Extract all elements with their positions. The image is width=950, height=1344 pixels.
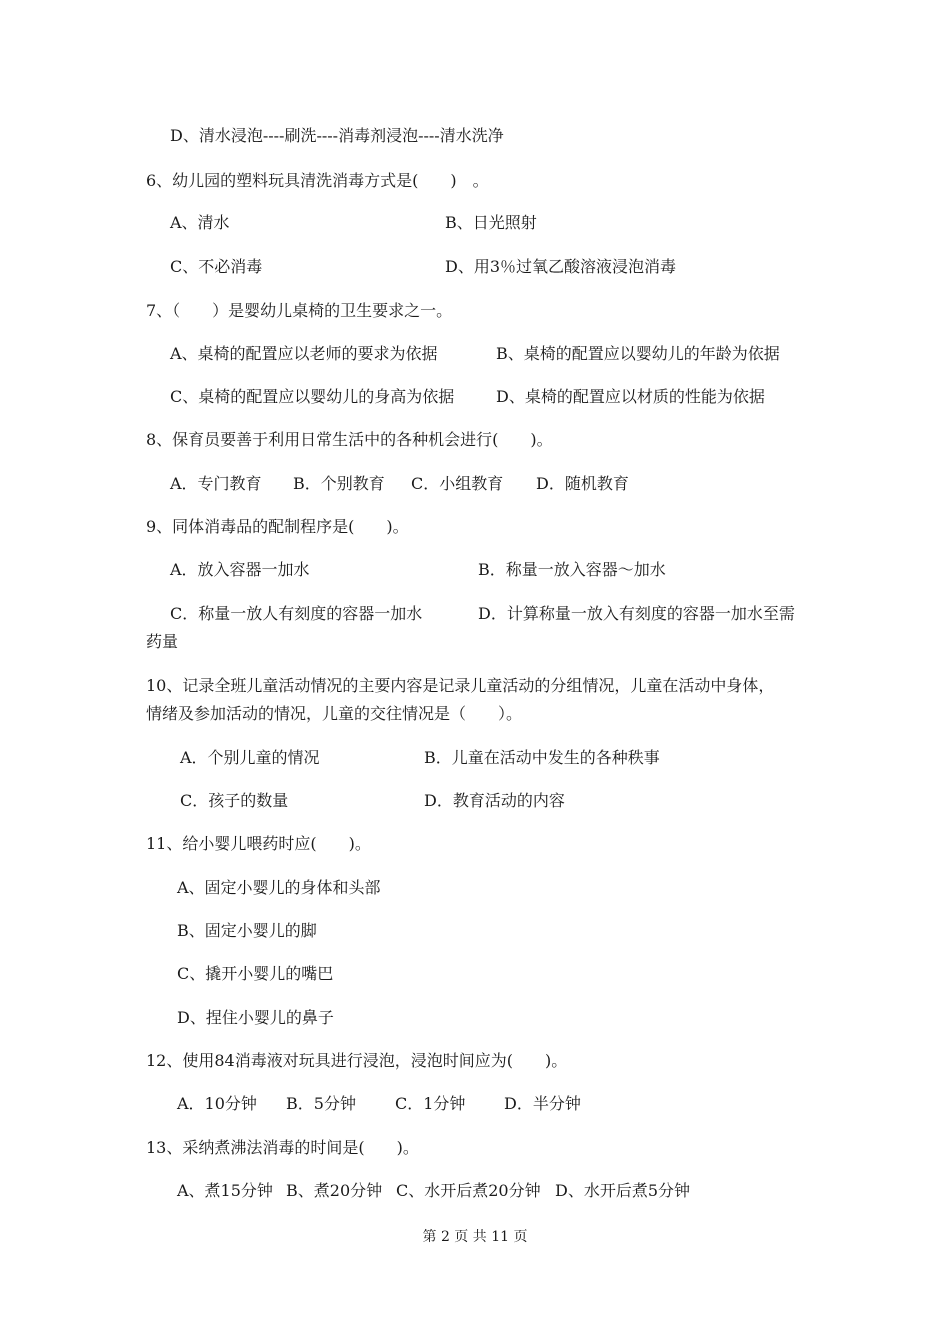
q8-stem: 8、保育员要善于利用日常生活中的各种机会进行( )。 bbox=[146, 430, 553, 449]
q9-stem: 9、同体消毒品的配制程序是( )。 bbox=[146, 517, 409, 536]
q6-stem: 6、幼儿园的塑料玩具清洗消毒方式是( ) 。 bbox=[146, 171, 489, 190]
q8-option-c: C．小组教育 bbox=[411, 474, 504, 493]
q12-option-c: C．1分钟 bbox=[395, 1094, 466, 1113]
q10-option-a: A．个别儿童的情况 bbox=[180, 748, 320, 767]
q10-stem-line1: 10、记录全班儿童活动情况的主要内容是记录儿童活动的分组情况，儿童在活动中身体， bbox=[146, 676, 775, 695]
q11-option-b: B、固定小婴儿的脚 bbox=[177, 921, 317, 940]
q10-option-d: D．教育活动的内容 bbox=[424, 791, 565, 810]
q7-stem: 7、（ ）是婴幼儿桌椅的卫生要求之一。 bbox=[146, 301, 453, 320]
q5-option-d: D、清水浸泡----刷洗----消毒剂浸泡----清水洗净 bbox=[170, 126, 504, 145]
q9-option-a: A．放入容器一加水 bbox=[170, 560, 310, 579]
q11-option-c: C、撬开小婴儿的嘴巴 bbox=[177, 964, 334, 983]
q11-stem: 11、给小婴儿喂药时应( )。 bbox=[146, 834, 371, 853]
q10-option-b: B．儿童在活动中发生的各种秩事 bbox=[424, 748, 660, 767]
q12-option-b: B．5分钟 bbox=[286, 1094, 356, 1113]
q6-option-c: C、不必消毒 bbox=[170, 257, 263, 276]
q7-option-b: B、桌椅的配置应以婴幼儿的年龄为依据 bbox=[496, 344, 780, 363]
page-number-footer: 第 2 页 共 11 页 bbox=[422, 1229, 528, 1245]
q13-option-b: B、煮20分钟 bbox=[286, 1181, 383, 1200]
q12-option-a: A．10分钟 bbox=[177, 1094, 257, 1113]
q12-stem: 12、使用84消毒液对玩具进行浸泡，浸泡时间应为( )。 bbox=[146, 1051, 568, 1070]
q12-option-d: D．半分钟 bbox=[504, 1094, 581, 1113]
q13-stem: 13、采纳煮沸法消毒的时间是( )。 bbox=[146, 1138, 419, 1157]
q11-option-a: A、固定小婴儿的身体和头部 bbox=[177, 878, 381, 897]
q13-option-a: A、煮15分钟 bbox=[177, 1181, 273, 1200]
q6-option-a: A、清水 bbox=[170, 213, 230, 232]
q6-option-d: D、用3％过氧乙酸溶液浸泡消毒 bbox=[445, 257, 677, 276]
q8-option-d: D．随机教育 bbox=[536, 474, 629, 493]
q10-stem-line2: 情绪及参加活动的情况，儿童的交往情况是（ ）。 bbox=[146, 704, 523, 723]
q9-option-d: D．计算称量一放入有刻度的容器一加水至需 bbox=[478, 604, 795, 623]
q8-option-a: A．专门教育 bbox=[170, 474, 262, 493]
q7-option-d: D、桌椅的配置应以材质的性能为依据 bbox=[496, 387, 765, 406]
q8-option-b: B．个别教育 bbox=[293, 474, 385, 493]
q10-option-c: C．孩子的数量 bbox=[180, 791, 289, 810]
q11-option-d: D、捏住小婴儿的鼻子 bbox=[177, 1008, 334, 1027]
q9-option-b: B．称量一放入容器～加水 bbox=[478, 560, 666, 579]
q13-option-c: C、水开后煮20分钟 bbox=[396, 1181, 541, 1200]
q13-option-d: D、水开后煮5分钟 bbox=[555, 1181, 691, 1200]
q9-option-c: C．称量一放人有刻度的容器一加水 bbox=[170, 604, 423, 623]
q6-option-b: B、日光照射 bbox=[445, 213, 537, 232]
q7-option-a: A、桌椅的配置应以老师的要求为依据 bbox=[170, 344, 438, 363]
q7-option-c: C、桌椅的配置应以婴幼儿的身高为依据 bbox=[170, 387, 455, 406]
q9-option-d-continued: 药量 bbox=[146, 632, 179, 651]
